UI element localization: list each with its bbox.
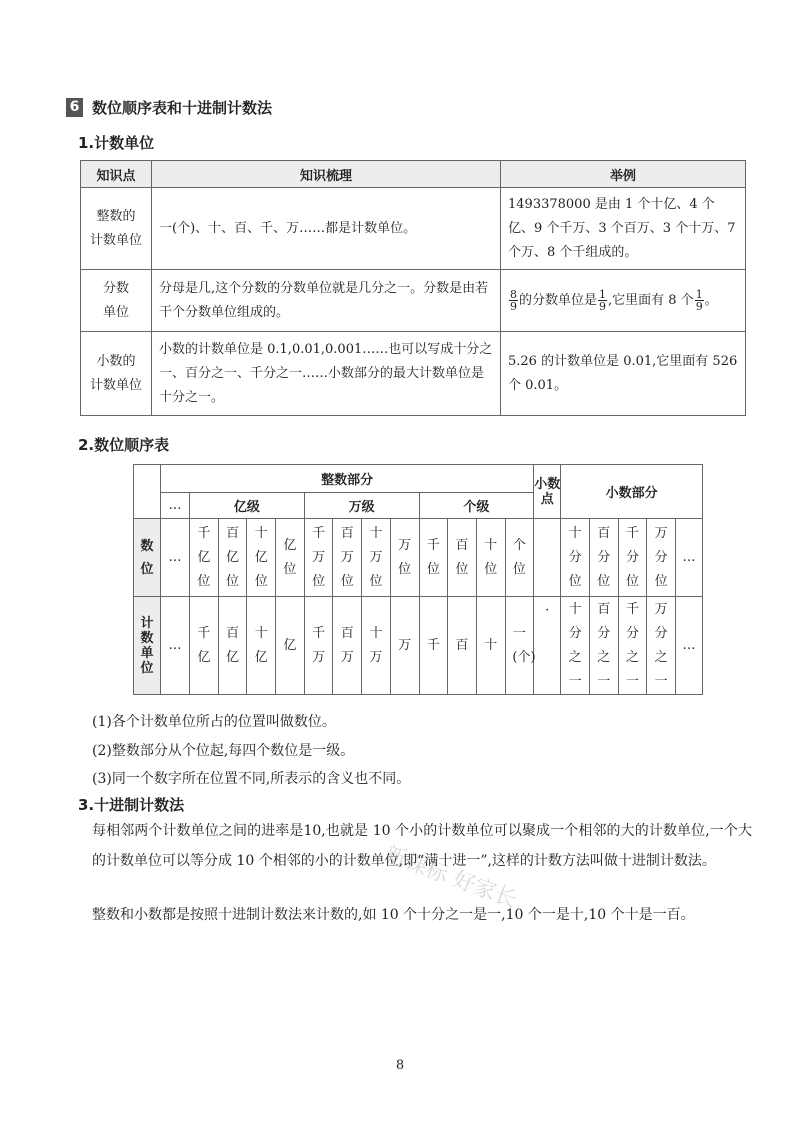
numerator: 1	[695, 287, 703, 301]
kp-line: 单位	[102, 304, 129, 320]
table-row	[134, 597, 703, 695]
decimal-place-cell-text: 千分位	[625, 525, 639, 589]
decimal-point-header	[534, 465, 561, 519]
place-cell-text: 十亿位	[254, 525, 268, 589]
row-label-text: 数位	[140, 538, 154, 577]
section-heading	[66, 96, 272, 118]
unit-cell	[190, 597, 219, 695]
denominator: 9	[695, 299, 703, 313]
knowledge-point-cell	[81, 270, 152, 332]
example-text: ,它里面有 8 个	[608, 292, 694, 308]
integer-part-header: 整数部分	[161, 465, 534, 493]
section-number: 6	[66, 98, 83, 117]
place-cell-text: 千位	[426, 537, 440, 577]
point-cell: ·	[534, 597, 561, 695]
unit-cell-text: 万	[398, 637, 412, 653]
subheading-place-value-table: 2.数位顺序表	[78, 436, 170, 454]
decimal-part-header: 小数部分	[561, 465, 703, 519]
fraction	[509, 289, 518, 312]
example-text: 。	[704, 292, 718, 308]
row-label-unit	[134, 597, 161, 695]
place-cell	[476, 519, 505, 597]
row-label-text: 计数单位	[140, 615, 154, 676]
summary-cell: 小数的计数单位是 0.1,0.01,0.001……也可以写成十分之一、百分之一、千分之一……小数部分的最大计数单位是十分之一。	[152, 332, 501, 416]
decimal-unit-cell-text: 十分之一	[568, 601, 582, 689]
subheading-decimal-system: 3.十进制计数法	[78, 796, 185, 814]
table-row	[81, 188, 746, 270]
knowledge-point-cell	[81, 332, 152, 416]
place-value-table	[133, 464, 703, 695]
point-cell	[534, 519, 561, 597]
kp-line: 计数单位	[89, 232, 142, 248]
denominator: 9	[510, 299, 517, 313]
unit-cell-text: 十	[484, 637, 498, 653]
place-cell-text: 百万位	[340, 525, 354, 589]
unit-cell-text: 十亿	[254, 625, 268, 665]
unit-cell	[505, 597, 534, 695]
unit-cell	[390, 597, 419, 695]
decimal-place-cell-text: 万分位	[654, 525, 668, 589]
place-cell	[419, 519, 448, 597]
decimal-place-cell	[647, 519, 676, 597]
unit-cell-text: 千	[426, 637, 440, 653]
summary-cell: 分母是几,这个分数的分数单位就是几分之一。分数是由若干个分数单位组成的。	[152, 270, 501, 332]
decimal-place-cell	[618, 519, 647, 597]
unit-cell	[247, 597, 276, 695]
unit-cell-text: 十万	[369, 625, 383, 665]
col-header-knowledge-point: 知识点	[81, 161, 152, 188]
decimal-unit-cell	[647, 597, 676, 695]
corner-cell	[134, 465, 161, 519]
kp-line: 计数单位	[89, 377, 142, 393]
note-3: (3)同一个数字所在位置不同,所表示的含义也不同。	[92, 771, 411, 787]
place-cell	[304, 519, 333, 597]
level-ge: 个级	[419, 493, 534, 519]
table-row	[134, 465, 703, 493]
page-number: 8	[395, 1058, 405, 1073]
note-1: (1)各个计数单位所占的位置叫做数位。	[92, 714, 336, 730]
place-cell-text: 千亿位	[197, 525, 211, 589]
ellipsis-cell: …	[161, 597, 190, 695]
place-cell-text: 十万位	[369, 525, 383, 589]
unit-cell-text: 百亿	[226, 625, 240, 665]
unit-cell-text: 一(个)	[512, 625, 536, 665]
place-cell	[247, 519, 276, 597]
kp-line: 小数的	[96, 353, 136, 369]
unit-cell-text: 百万	[340, 625, 354, 665]
place-cell	[362, 519, 391, 597]
col-header-example: 举例	[501, 161, 746, 188]
place-cell-text: 万位	[398, 537, 412, 577]
place-cell	[333, 519, 362, 597]
fraction	[598, 289, 607, 312]
note-2: (2)整数部分从个位起,每四个数位是一级。	[92, 743, 355, 759]
decimal-unit-cell	[561, 597, 590, 695]
ellipsis-cell: …	[676, 597, 703, 695]
kp-line: 整数的	[96, 208, 136, 224]
level-wan: 万级	[304, 493, 419, 519]
subheading-counting-units: 1.计数单位	[78, 134, 155, 152]
numerator: 8	[510, 287, 517, 301]
decimal-place-cell	[561, 519, 590, 597]
unit-cell	[476, 597, 505, 695]
decimal-place-cell-text: 十分位	[568, 525, 582, 589]
decimal-place-cell-text: 百分位	[597, 525, 611, 589]
place-cell	[276, 519, 305, 597]
row-label-place	[134, 519, 161, 597]
unit-cell-text: 千亿	[197, 625, 211, 665]
level-yi: 亿级	[190, 493, 305, 519]
knowledge-point-cell	[81, 188, 152, 270]
decimal-unit-cell-text: 百分之一	[597, 601, 611, 689]
place-cell-text: 百位	[455, 537, 469, 577]
place-cell	[505, 519, 534, 597]
place-cell-text: 个位	[512, 537, 526, 577]
place-cell-text: 千万位	[312, 525, 326, 589]
place-cell-text: 亿位	[283, 537, 297, 577]
place-cell-text: 十位	[484, 537, 498, 577]
kp-line: 分数	[102, 280, 129, 296]
unit-cell	[304, 597, 333, 695]
example-text: 的分数单位是	[519, 292, 598, 308]
ellipsis-cell: …	[676, 519, 703, 597]
unit-cell	[419, 597, 448, 695]
section-title: 数位顺序表和十进制计数法	[92, 98, 273, 117]
decimal-unit-cell-text: 千分之一	[625, 601, 639, 689]
place-cell-text: 百亿位	[226, 525, 240, 589]
decimal-unit-cell-text: 万分之一	[654, 601, 668, 689]
unit-cell	[362, 597, 391, 695]
summary-cell: 一(个)、十、百、千、万……都是计数单位。	[152, 188, 501, 270]
watermark-text: 新课标 好家长	[380, 842, 520, 914]
ellipsis-cell: …	[161, 519, 190, 597]
col-header-summary: 知识梳理	[152, 161, 501, 188]
table-row	[134, 519, 703, 597]
fraction	[695, 289, 704, 312]
place-cell	[218, 519, 247, 597]
numerator: 1	[599, 287, 607, 301]
decimal-unit-cell	[589, 597, 618, 695]
example-cell: 1493378000 是由 1 个十亿、4 个亿、9 个千万、3 个百万、3 个十万、7 个万、8 个千组成的。	[501, 188, 746, 270]
denominator: 9	[599, 299, 607, 313]
unit-cell-text: 亿	[283, 637, 297, 653]
place-cell	[390, 519, 419, 597]
unit-cell-text: 百	[455, 637, 469, 653]
paragraph-integers-decimals: 整数和小数都是按照十进制计数法来计数的,如 10 个十分之一是一,10 个一是十,10 个十是一百。	[92, 907, 695, 923]
unit-cell	[448, 597, 477, 695]
ellipsis-cell: …	[161, 493, 190, 519]
point-label: 小数点	[534, 476, 561, 507]
decimal-place-cell	[589, 519, 618, 597]
table-row	[81, 332, 746, 416]
decimal-unit-cell	[618, 597, 647, 695]
place-cell	[190, 519, 219, 597]
example-cell: 5.26 的计数单位是 0.01,它里面有 526 个 0.01。	[501, 332, 746, 416]
unit-cell-text: 千万	[312, 625, 326, 665]
unit-cell	[218, 597, 247, 695]
place-cell	[448, 519, 477, 597]
unit-cell	[333, 597, 362, 695]
table-row	[81, 270, 746, 332]
counting-units-table	[80, 160, 746, 416]
unit-cell	[276, 597, 305, 695]
paragraph-decimal-system: 每相邻两个计数单位之间的进率是10,也就是 10 个小的计数单位可以聚成一个相邻的大的计数单位,一个大的计数单位可以等分成 10 个相邻的小的计数单位,即“满十进一”,这样的计数方法叫做十进制计数法。	[92, 823, 752, 869]
example-cell	[501, 270, 746, 332]
